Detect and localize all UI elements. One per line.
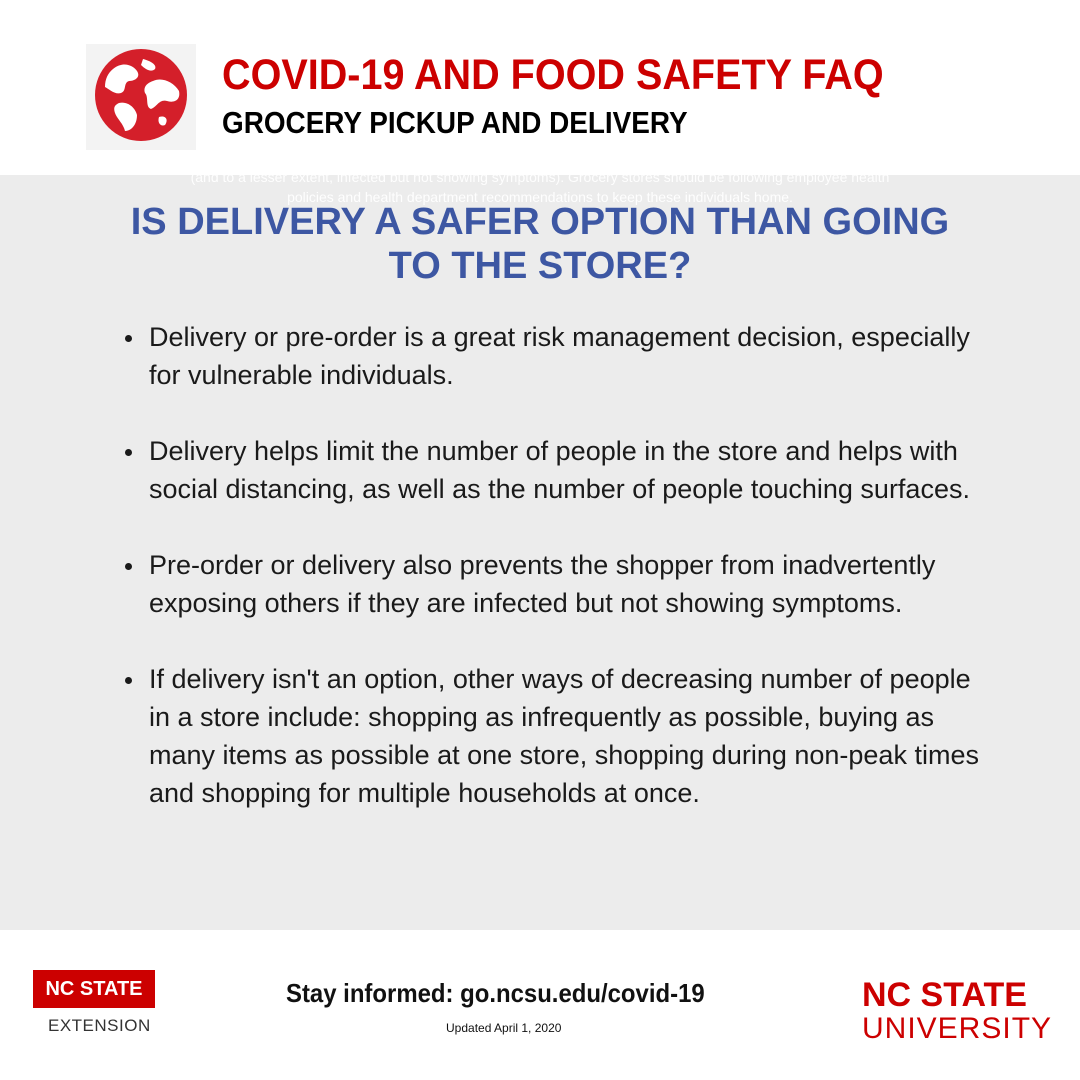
list-item-text: If delivery isn't an option, other ways of decreasing number of people in a store include: shopping as infrequently as possible, buying as many items as possible at one store, shopping during non-peak times and shopping for multiple households at once.	[149, 664, 979, 808]
bullet-icon	[125, 335, 132, 342]
list-item	[122, 432, 982, 508]
list-item	[122, 546, 982, 622]
extension-logo-badge: NC STATE	[33, 970, 155, 1008]
list-item	[122, 660, 982, 812]
university-logo-line1: NC STATE	[862, 976, 1027, 1014]
stay-informed-link[interactable]: Stay informed: go.ncsu.edu/covid-19	[286, 978, 705, 1008]
globe-icon	[93, 47, 189, 143]
university-logo-line2: UNIVERSITY	[862, 1012, 1053, 1045]
list-item-text: Delivery or pre-order is a great risk management decision, especially for vulnerable individuals.	[149, 322, 970, 390]
bullet-icon	[125, 449, 132, 456]
bullet-icon	[125, 677, 132, 684]
page-title: COVID-19 AND FOOD SAFETY FAQ	[222, 51, 884, 99]
updated-date: Updated April 1, 2020	[446, 1021, 562, 1035]
faded-text-line: policies and health department recommendations to keep these individuals home.	[287, 189, 793, 205]
list-item-text: Pre-order or delivery also prevents the shopper from inadvertently exposing others if they are infected but not showing symptoms.	[149, 550, 936, 618]
globe-logo	[86, 44, 196, 150]
page-subtitle: GROCERY PICKUP AND DELIVERY	[222, 105, 688, 140]
faded-text-line: (and to a lesser extent, infected but not showing symptoms). Grocery stores should be following employee health	[190, 169, 890, 185]
header	[0, 0, 1080, 175]
list-item	[122, 318, 982, 394]
list-item-text: Delivery helps limit the number of people in the store and helps with social distancing, as well as the number of people touching surfaces.	[149, 436, 970, 504]
extension-logo-label: EXTENSION	[48, 1016, 151, 1035]
question-heading: IS DELIVERY A SAFER OPTION THAN GOING TO THE STORE?	[130, 201, 950, 287]
bullet-icon	[125, 563, 132, 570]
answer-list	[122, 318, 982, 850]
